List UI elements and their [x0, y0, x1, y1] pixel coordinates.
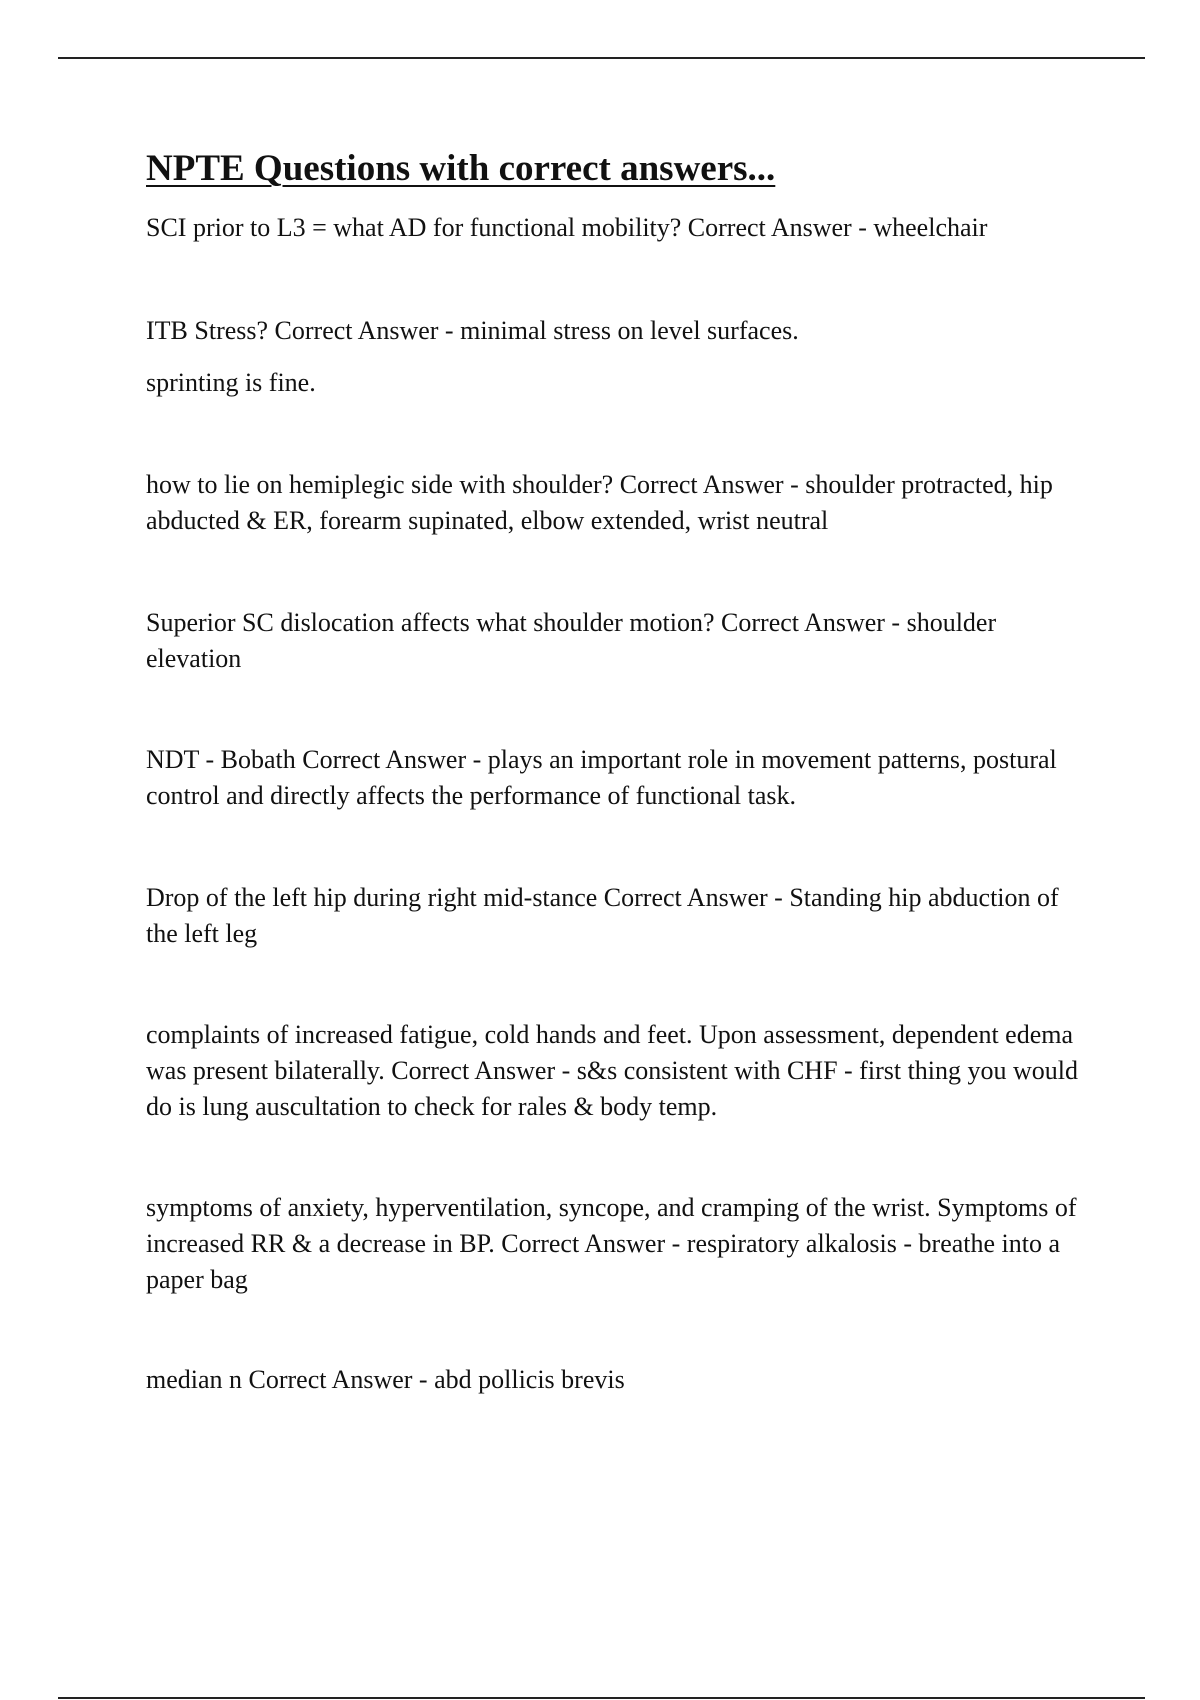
qa-item-4: Superior SC dislocation affects what shoulder motion? Correct Answer - shoulder elevation — [146, 608, 997, 673]
qa-item-2: ITB Stress? Correct Answer - minimal stress on level surfaces. — [146, 316, 799, 345]
top-rule — [58, 57, 1145, 59]
qa-item-6: Drop of the left hip during right mid-stance Correct Answer - Standing hip abduction of the left leg — [146, 883, 1059, 948]
document-body — [146, 142, 1096, 1394]
qa-item-3: how to lie on hemiplegic side with shoulder? Correct Answer - shoulder protracted, hip abducted & ER, forearm supinated, elbow extended, wrist neutral — [146, 470, 1053, 535]
bottom-rule — [58, 1697, 1145, 1699]
qa-item-2-continued: sprinting is fine. — [146, 368, 316, 397]
qa-item-9: median n Correct Answer - abd pollicis brevis — [146, 1365, 625, 1394]
document-title: NPTE Questions with correct answers... — [146, 148, 776, 189]
qa-item-5: NDT - Bobath Correct Answer - plays an important role in movement patterns, postural control and directly affects the performance of functional task. — [146, 745, 1057, 810]
qa-item-8: symptoms of anxiety, hyperventilation, syncope, and cramping of the wrist. Symptoms of increased RR & a decrease in BP. Correct Answer - respiratory alkalosis - breathe into a paper bag — [146, 1193, 1077, 1294]
qa-item-7: complaints of increased fatigue, cold hands and feet. Upon assessment, dependent edema was present bilaterally. Correct Answer - s&s consistent with CHF - first thing you would do is lung auscultation to check for rales & body temp. — [146, 1020, 1079, 1121]
qa-item-1: SCI prior to L3 = what AD for functional mobility? Correct Answer - wheelchair — [146, 213, 988, 242]
